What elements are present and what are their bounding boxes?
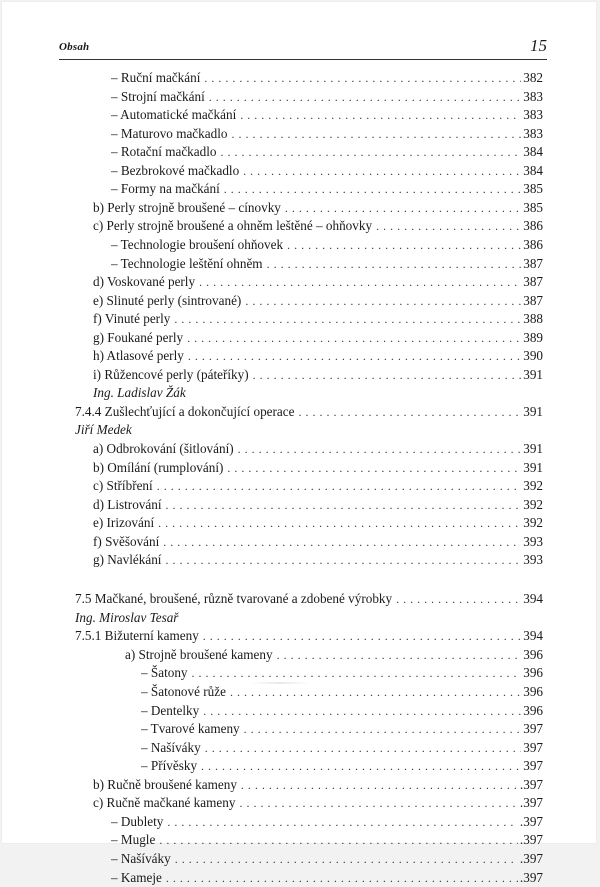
- toc-entry[interactable]: [111, 125, 543, 143]
- toc-entry[interactable]: [93, 199, 543, 217]
- entry-title: h) Atlasové perly: [93, 348, 184, 364]
- toc-entry[interactable]: [93, 533, 543, 551]
- entry-title: Ing. Miroslav Tesař: [75, 609, 179, 625]
- entry-page-number: .397: [519, 813, 543, 829]
- toc-entry[interactable]: [75, 403, 543, 421]
- entry-title: d) Listrování: [93, 496, 162, 512]
- dot-leader: [166, 869, 518, 887]
- toc-entry[interactable]: [93, 273, 543, 291]
- dot-leader: [165, 551, 521, 569]
- toc-entry[interactable]: [93, 347, 543, 365]
- entry-page-number: 392: [523, 515, 543, 531]
- entry-title: b) Omílání (rumplování): [93, 459, 224, 475]
- toc-entry[interactable]: [141, 702, 543, 720]
- toc-entry[interactable]: [111, 850, 543, 868]
- entry-title: g) Navlékání: [93, 552, 162, 568]
- entry-title: – Našíváky: [141, 739, 201, 755]
- toc-entry[interactable]: [93, 217, 543, 235]
- dot-leader: [175, 850, 518, 868]
- toc-entry[interactable]: [93, 514, 543, 532]
- entry-title: 7.5.1 Bižuterní kameny: [75, 628, 199, 644]
- dot-leader: [230, 683, 521, 701]
- toc-entry[interactable]: [111, 143, 543, 161]
- page-number: 15: [530, 36, 547, 55]
- entry-title: b) Perly strojně broušené – cínovky: [93, 199, 281, 215]
- entry-page-number: 390: [523, 348, 543, 364]
- toc-entry[interactable]: [93, 366, 543, 384]
- dot-leader: [277, 646, 522, 664]
- dot-leader: [287, 236, 521, 254]
- toc-entry[interactable]: [75, 627, 543, 645]
- entry-title: – Šatonové růže: [141, 684, 226, 699]
- entry-page-number: .397: [519, 869, 543, 885]
- entry-page-number: 397: [523, 739, 543, 755]
- entry-title: Ing. Ladislav Žák: [93, 385, 186, 401]
- entry-title: – Automatické mačkání: [111, 107, 237, 123]
- toc-entry[interactable]: [93, 310, 543, 328]
- entry-page-number: 391: [523, 441, 543, 456]
- entry-page-number: 387: [523, 292, 543, 308]
- entry-title: a) Odbrokování (šitlování): [93, 441, 234, 456]
- toc-author: [93, 384, 543, 402]
- entry-page-number: 396: [523, 646, 543, 662]
- toc-entry[interactable]: [93, 329, 543, 347]
- entry-page-number: 392: [523, 478, 543, 494]
- entry-title: – Strojní mačkání: [111, 88, 205, 104]
- entry-title: – Kameje: [111, 869, 162, 885]
- dot-leader: [227, 459, 521, 477]
- dot-leader: [163, 533, 521, 551]
- toc-entry[interactable]: [111, 869, 543, 887]
- scan-smudge: [250, 682, 310, 684]
- entry-page-number: 396: [523, 684, 543, 699]
- dot-leader: [167, 813, 518, 831]
- entry-page-number: .397: [519, 850, 543, 866]
- dot-leader: [241, 776, 518, 794]
- dot-leader: [396, 590, 521, 608]
- entry-page-number: 391: [523, 403, 543, 419]
- entry-title: – Šatony: [141, 665, 188, 681]
- toc-entry[interactable]: [141, 683, 543, 701]
- entry-page-number: 385: [523, 181, 543, 197]
- book-page: [2, 2, 596, 885]
- entry-title: 7.5 Mačkané, broušené, různě tvarované a zdobené výrobky: [75, 591, 393, 607]
- dot-leader: [224, 180, 521, 198]
- entry-page-number: 386: [523, 218, 543, 234]
- entry-page-number: 383: [523, 125, 543, 141]
- dot-leader: [253, 366, 522, 384]
- entry-page-number: 394: [523, 591, 543, 607]
- entry-title: e) Slinuté perly (sintrované): [93, 292, 242, 308]
- entry-page-number: .397: [519, 795, 543, 811]
- toc-entry[interactable]: [93, 776, 543, 794]
- dot-leader: [299, 403, 522, 421]
- toc-entry[interactable]: [93, 477, 543, 495]
- toc-entry[interactable]: [111, 255, 543, 273]
- entry-page-number: .397: [519, 776, 543, 792]
- entry-title: – Tvarové kameny: [141, 721, 240, 737]
- entry-page-number: 394: [523, 628, 543, 644]
- entry-title: b) Ručně broušené kameny: [93, 776, 237, 792]
- dot-leader: [201, 757, 521, 775]
- entry-title: – Formy na mačkání: [111, 181, 220, 197]
- dot-leader: [199, 273, 521, 291]
- entry-title: f) Svěšování: [93, 533, 160, 549]
- entry-title: e) Irizování: [93, 515, 155, 531]
- entry-page-number: 385: [523, 199, 543, 215]
- dot-leader: [231, 125, 521, 143]
- toc-entry[interactable]: [75, 590, 543, 608]
- dot-leader: [376, 217, 521, 235]
- entry-page-number: 383: [523, 88, 543, 104]
- entry-page-number: 396: [523, 665, 543, 681]
- entry-page-number: 397: [523, 721, 543, 737]
- entry-title: – Dublety: [111, 813, 164, 829]
- dot-leader: [203, 627, 521, 645]
- dot-leader: [285, 199, 521, 217]
- dot-leader: [166, 496, 522, 514]
- toc-entry[interactable]: [111, 106, 543, 124]
- toc-entry[interactable]: [93, 292, 543, 310]
- entry-title: a) Strojně broušené kameny: [125, 646, 273, 662]
- entry-title: – Technologie leštění ohněm: [111, 255, 263, 271]
- toc-entry[interactable]: [111, 236, 543, 254]
- dot-leader: [239, 794, 517, 812]
- entry-page-number: 397: [523, 758, 543, 774]
- entry-page-number: 393: [523, 533, 543, 549]
- entry-title: f) Vinuté perly: [93, 311, 171, 327]
- entry-page-number: 391: [523, 366, 543, 382]
- toc-entry[interactable]: [111, 69, 543, 87]
- entry-title: – Dentelky: [141, 702, 200, 718]
- toc-entry[interactable]: [125, 646, 543, 664]
- toc-entry[interactable]: [93, 496, 543, 514]
- toc-entry[interactable]: [93, 794, 543, 812]
- entry-page-number: 393: [523, 552, 543, 568]
- entry-page-number: 388: [523, 311, 543, 327]
- dot-leader: [158, 514, 521, 532]
- toc-entry[interactable]: [141, 739, 543, 757]
- toc-entry[interactable]: [93, 459, 543, 477]
- entry-page-number: 384: [523, 144, 543, 160]
- entry-page-number: .397: [519, 832, 543, 848]
- dot-leader: [245, 292, 521, 310]
- entry-title: – Našíváky: [111, 850, 171, 866]
- entry-title: d) Voskované perly: [93, 274, 196, 290]
- dot-leader: [192, 664, 522, 682]
- dot-leader: [238, 440, 522, 458]
- entry-title: – Rotační mačkadlo: [111, 144, 217, 160]
- entry-page-number: 391: [523, 459, 543, 475]
- entry-page-number: 383: [523, 107, 543, 123]
- toc-entry[interactable]: [111, 813, 543, 831]
- dot-leader: [203, 702, 521, 720]
- toc-entry[interactable]: [111, 88, 543, 106]
- entry-page-number: 386: [523, 236, 543, 252]
- entry-title: – Ruční mačkání: [111, 70, 201, 85]
- dot-leader: [243, 162, 521, 180]
- entry-title: – Přívěsky: [141, 758, 198, 774]
- entry-title: – Technologie broušení ohňovek: [111, 236, 284, 252]
- toc-entry[interactable]: [111, 162, 543, 180]
- dot-leader: [157, 477, 522, 495]
- entry-title: 7.4.4 Zušlechťující a dokončující operace: [75, 403, 295, 419]
- toc-entry[interactable]: [141, 757, 543, 775]
- dot-leader: [220, 143, 521, 161]
- entry-page-number: 389: [523, 329, 543, 345]
- dot-leader: [205, 739, 522, 757]
- entry-page-number: 396: [523, 702, 543, 718]
- entry-page-number: 387: [523, 255, 543, 271]
- entry-page-number: 384: [523, 162, 543, 178]
- dot-leader: [244, 720, 522, 738]
- section-title: Obsah: [59, 41, 90, 53]
- entry-title: c) Stříbření: [93, 478, 153, 494]
- dot-leader: [174, 310, 521, 328]
- running-header: [59, 33, 547, 60]
- dot-leader: [204, 69, 521, 87]
- entry-title: – Bezbrokové mačkadlo: [111, 162, 240, 178]
- entry-title: i) Růžencové perly (páteříky): [93, 366, 249, 382]
- entry-title: c) Perly strojně broušené a ohněm leštěné – ohňovky: [93, 218, 373, 234]
- entry-page-number: 382: [523, 70, 543, 85]
- toc-entry[interactable]: [93, 440, 543, 458]
- dot-leader: [188, 347, 521, 365]
- entry-title: – Mugle: [111, 832, 156, 848]
- entry-title: – Maturovo mačkadlo: [111, 125, 228, 141]
- toc-entry[interactable]: [93, 551, 543, 569]
- toc-author: [75, 609, 543, 627]
- entry-title: g) Foukané perly: [93, 329, 184, 345]
- dot-leader: [209, 88, 521, 106]
- toc-entry[interactable]: [141, 664, 543, 682]
- toc-author: [75, 421, 543, 439]
- dot-leader: [267, 255, 522, 273]
- entry-title: Jiří Medek: [75, 422, 132, 438]
- entry-page-number: 387: [523, 274, 543, 290]
- entry-title: c) Ručně mačkané kameny: [93, 795, 236, 811]
- toc-entry[interactable]: [111, 180, 543, 198]
- toc-entry[interactable]: [141, 720, 543, 738]
- entry-page-number: 392: [523, 496, 543, 512]
- dot-leader: [187, 329, 521, 347]
- dot-leader: [240, 106, 521, 124]
